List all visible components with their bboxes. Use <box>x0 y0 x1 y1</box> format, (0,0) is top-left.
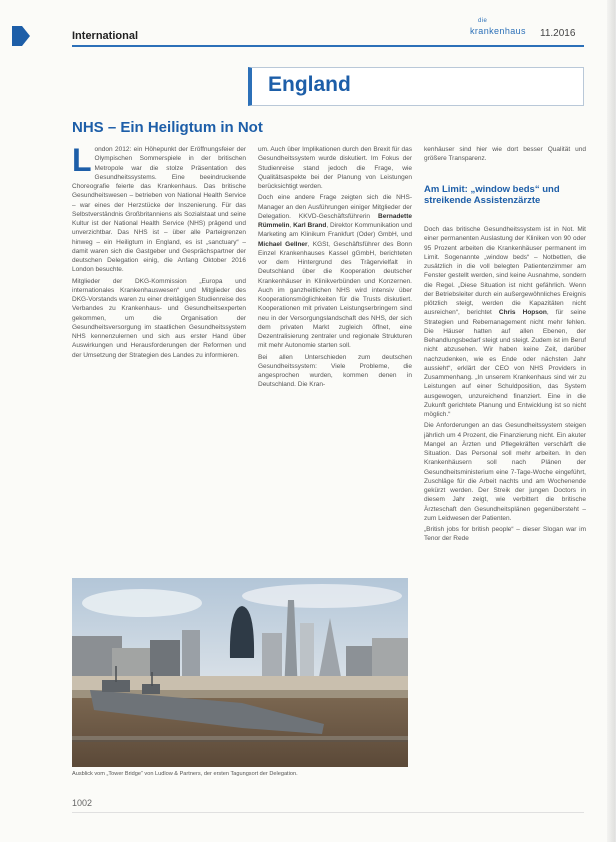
person-name-gellner: Michael Gellner <box>258 240 308 248</box>
col2-paragraph-3: Bei allen Unterschieden zum deutschen Gesundheitssystem: Viele Probleme, die angesprochen wurden, kommen denen in Deutschland. Die Kran- <box>258 353 412 389</box>
col3-paragraph-1: Doch das britische Gesundheitssystem ist in Not. Mit einer permanenten Auslastung der Kliniken von 90 oder 95 Prozent arbeiten die Krankenhäuser permanent im Limit. Sogenannte „window beds“ – Notbetten, die zusätzlich in die voll belegten Patientenzimmer am Fenster gestellt werden, sind keine Ausnahme, sondern die Regel. „Diese Situation ist nicht gefährlich. Wenn der Betriebsleiter durch ein außergewöhnliches Ereignis plötzlich steigt, werden die Kapazitäten nicht ausreichen“, berichtet Chris Hopson, für seine Strategien und Rebemanagement nicht mehr fehlen. Die Häuser hatten auf allen Ebenen, der Behandlungsbedarf steigt und steigt. Zudem ist im Beruf nicht abzusehen. Wir haben keine Zeit, darüber nachzudenken, wie es Ende oder nächsten Jahr aussieht“, erklärt der CEO von NHS Providers in Zusammenhang. „In unserem Krankenhaus sind wir zu Leistungen auf einer Schuldposition, das System ausgewogen, unzureichend finanziert. Eine in die Zukunft gerichtete Planung und Entwicklung ist so nicht möglich.“ <box>424 226 586 418</box>
col2-paragraph-2: Doch eine andere Frage zeigten sich die NHS-Manager an den Ausführungen einiger Mitglieder der Delegation. KKVD-Geschäftsführerin Bernadette Rümmelin, Karl Brand, Direktor Kommunikation und Marketing am Klinikum Frankfurt (Oder) GmbH, und Michael Gellner, KGSt, Geschäftsführer des Bonn Einzel Krankenhauses Kassel gGmbH, berichteten vor dem Hintergrund des Trägervielfalt in Deutschland über die Kooperation deutscher Krankenhäuser in Klinikverbünden und Konzernen. Auch im ganzheitlichen NHS wird intensiv über Kooperationsmöglichkeiten für die Trusts diskutiert. Kooperationen mit privaten Leistungserbringern sind neu in der Versorgungslandschaft des NHS, der sich dem privaten Markt zugleich öffnet, eine Dezentralisierung zentraler und regionale Strukturen mit mehr Autonomie starten soll. <box>258 194 412 350</box>
country-title: England <box>268 73 351 96</box>
country-title-box <box>248 67 584 106</box>
col1-paragraph-1: ondon 2012: ein Höhepunkt der Eröffnungsfeier der Olympischen Sommerspiele in der britischen Metropole war die stolze Präsentation des Gesundheitssystems. Eine beeindruckende Choreografie feierte das Krankenhaus. Das britische Gesundheitswesen – betrieben von National Health Service – war eines der Herzstücke der Inszenierung. Für das Selbstverständnis Großbritanniens als Sozialstaat und seine Kultur ist der National Health Service (NHS) prägend und unverzichtbar. Das NHS ist – über alle Parteigrenzen hinweg – ein Heiligtum in England, es ist „sanctuary“ – damit waren sich die Gastgeber und Gesprächspartner der deutschen Delegation einig, die Anfang Oktober 2016 London besuchte. <box>72 146 246 274</box>
col3-paragraph-0: kenhäuser sind hier wie dort besser Qualität und größere Transparenz. <box>424 146 586 163</box>
brand-text: krankenhaus <box>470 26 526 36</box>
article-column-1 <box>72 145 246 573</box>
person-name-brand: Karl Brand <box>293 222 327 229</box>
scan-edge <box>607 0 615 842</box>
col3-paragraph-3: „British jobs for british people“ – dieser Slogan war im Tenor der Rede <box>424 526 586 543</box>
section-label: International <box>72 30 139 42</box>
person-name-ruemmelin: Bernadette Rümmelin <box>258 212 412 229</box>
article-column-3-top <box>424 145 586 179</box>
col1-paragraph-2: Mitglieder der DKG-Kommission „Europa und internationales Krankenhauswesen“ und Mitglieder des DKG-Vorstands waren zu einer dreitägigen Studienreise des Verbandes zu Krankenhaus- und Gesundheitsexperten gekommen, um die Organisation der Gesundheitsversorgung im staatlichen Gesundheitssystem NHS kennenzulernen und sich aus erster Hand über Auswirkungen und Herausforderungen der Reformen und der Umsetzung der Strategien des Landes zu informieren. <box>72 277 246 359</box>
brand-small-text: die <box>478 18 488 24</box>
col3-paragraph-2: Die Anforderungen an das Gesundheitssystem steigen jährlich um 4 Prozent, die Finanzierung nicht. Ein akuter Mangel an Ärzten und Pflegekräften verschärft die Situation. Das Personal soll mehr arbeiten. In den Krankenhäusern soll nach Plänen der Gesundheitsministerium eine 7-Tage-Woche eingeführt, Zuschläge für die Arbeit nachts und am Wochenende gekürzt werden. Der Streik der jungen Doctors in diesem Jahr zeigt, wie verbittert die britische Ärzteschaft den Gesundheitsplänen gegenübersteht – zum Leidwesen der Patienten. <box>424 422 586 522</box>
photo-illustration <box>72 578 408 767</box>
page-number: 1002 <box>72 798 93 808</box>
article-subheading: Am Limit: „window beds“ und streikende Assistenzärzte <box>424 184 560 206</box>
header-rule <box>72 45 584 47</box>
col2-paragraph-1: um. Auch über Implikationen durch den Brexit für das Gesundheitssystem wurde diskutiert. Im Fokus der Studienreise stand jedoch die Frage, wie Qualitätsaspekte bei der Planung von Leistungen berücksichtigt werden. <box>258 146 412 190</box>
drop-cap: L <box>72 145 92 178</box>
photo-caption: Ausblick vom „Tower Bridge“ von Ludlow & Partners, der ersten Tagungsort der Delegation. <box>72 771 298 777</box>
article-headline: NHS – Ein Heiligtum in Not <box>72 119 263 136</box>
bottom-rule <box>72 812 584 813</box>
london-skyline-photo <box>72 578 408 767</box>
article-column-3 <box>424 225 586 813</box>
article-column-2 <box>258 145 412 571</box>
magazine-brand <box>470 18 526 36</box>
section-tab-marker <box>12 26 22 46</box>
issue-date: 11.2016 <box>540 28 576 39</box>
person-name-hopson: Chris Hopson <box>498 309 547 317</box>
